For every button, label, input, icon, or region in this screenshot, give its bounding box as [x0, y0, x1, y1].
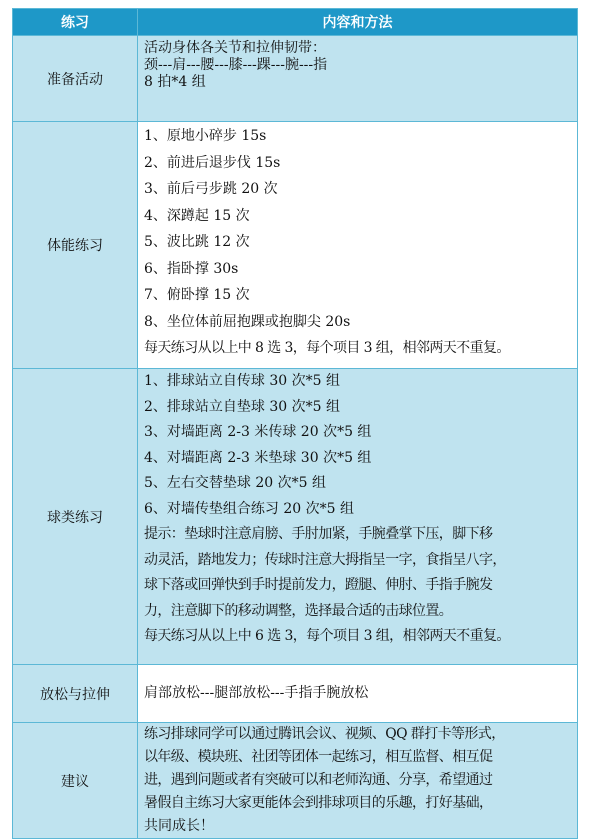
- fitness-item: 7、俯卧撑 15 次: [144, 287, 250, 303]
- advice-line: 进，遇到问题或者有突破可以和老师沟通、分享，希望通过: [144, 772, 493, 788]
- advice-line: 共同成长！: [144, 818, 214, 834]
- row-ball: [13, 369, 578, 665]
- warmup-line: 颈---肩---腰---膝---踝---腕---指: [144, 57, 328, 73]
- label-fitness: 体能练习: [13, 122, 138, 369]
- relax-text: 肩部放松---腿部放松---手指手腕放松: [144, 685, 369, 701]
- row-advice: [13, 723, 578, 839]
- row-warmup: [13, 36, 578, 122]
- fitness-item: 2、前进后退步伐 15s: [144, 154, 281, 171]
- ball-tip: 力，注意脚下的移动调整，选择最合适的击球位置。: [144, 602, 453, 619]
- content-fitness: [138, 122, 578, 369]
- warmup-line: 活动身体各关节和拉伸韧带：: [144, 40, 326, 56]
- content-ball: [138, 369, 578, 665]
- label-ball: 球类练习: [13, 369, 138, 665]
- fitness-item: 6、指卧撑 30s: [144, 260, 239, 277]
- advice-line: 练习排球同学可以通过腾讯会议、视频、QQ 群打卡等形式，: [144, 726, 505, 742]
- label-relax: 放松与拉伸: [13, 665, 138, 723]
- ball-item: 2、排球站立自垫球 30 次*5 组: [144, 398, 340, 415]
- ball-tip: 提示：垫球时注意肩膀、手肘加紧，手腕叠掌下压，脚下移: [144, 526, 493, 542]
- content-warmup: [138, 36, 578, 122]
- label-warmup: 准备活动: [13, 36, 138, 122]
- ball-tip: 动灵活，踏地发力；传球时注意大拇指呈一字，食指呈八字，: [144, 551, 506, 568]
- header-practice: 练习: [13, 9, 138, 36]
- ball-item: 6、对墙传垫组合练习 20 次*5 组: [144, 500, 354, 517]
- fitness-item: 4、深蹲起 15 次: [144, 207, 250, 224]
- training-table: [12, 8, 578, 839]
- ball-item: 4、对墙距离 2-3 米垫球 30 次*5 组: [144, 449, 372, 466]
- fitness-item: 3、前后弓步跳 20 次: [144, 181, 278, 197]
- content-relax: [138, 665, 578, 723]
- fitness-item: 1、原地小碎步 15s: [144, 128, 267, 144]
- ball-item: 1、排球站立自传球 30 次*5 组: [144, 373, 340, 389]
- content-advice: [138, 723, 578, 839]
- fitness-rule: 每天练习从以上中 8 选 3，每个项目 3 组，相邻两天不重复。: [144, 340, 510, 356]
- ball-item: 3、对墙距离 2-3 米传球 20 次*5 组: [144, 424, 372, 440]
- ball-tip: 球下落或回弹快到手时提前发力，蹬腿、伸肘、手指手腕发: [144, 577, 493, 593]
- header-row: [13, 9, 578, 36]
- fitness-item: 5、波比跳 12 次: [144, 234, 250, 250]
- header-content-method: 内容和方法: [138, 9, 578, 36]
- label-advice: 建议: [13, 723, 138, 839]
- warmup-line: 8 拍*4 组: [144, 74, 206, 90]
- row-relax: [13, 665, 578, 723]
- advice-line: 以年级、模块班、社团等团体一起练习，相互监督、相互促: [144, 749, 493, 765]
- row-fitness: [13, 122, 578, 369]
- ball-rule: 每天练习从以上中 6 选 3，每个项目 3 组，相邻两天不重复。: [144, 628, 510, 644]
- fitness-item: 8、坐位体前屈抱踝或抱脚尖 20s: [144, 313, 351, 330]
- ball-item: 5、左右交替垫球 20 次*5 组: [144, 475, 326, 491]
- advice-line: 暑假自主练习大家更能体会到排球项目的乐趣，打好基础，: [144, 795, 493, 811]
